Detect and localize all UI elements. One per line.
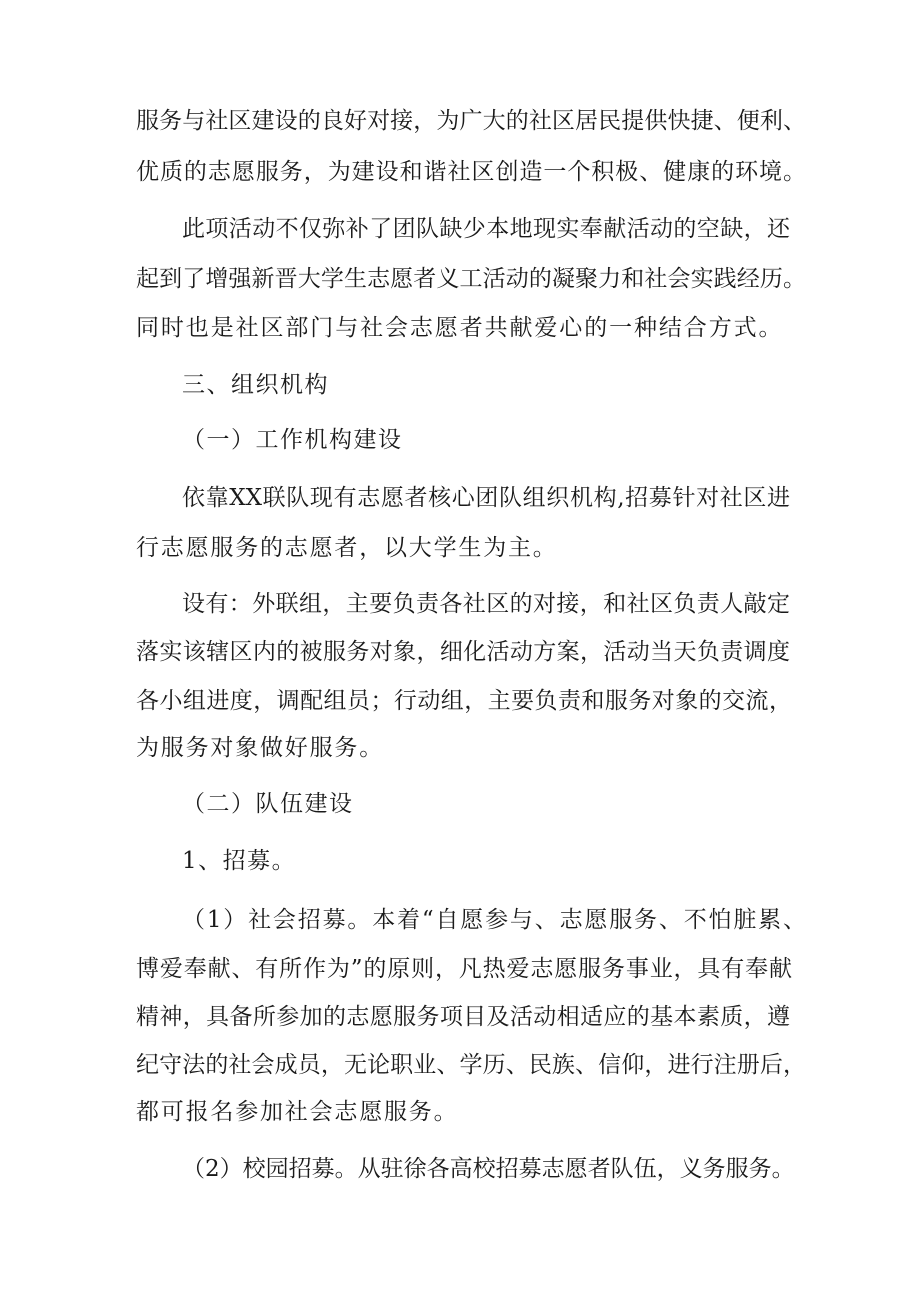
paragraph-line: 落实该辖区内的被服务对象，细化活动方案，活动当天负责调度 — [136, 639, 790, 665]
paragraph-line: 纪守法的社会成员，无论职业、学历、民族、信仰，进行注册后， — [136, 1052, 806, 1078]
paragraph-line: 博爱奉献、有所作为”的原则，凡热爱志愿服务事业，具有奉献 — [136, 956, 792, 982]
subsection-heading: （二）队伍建设 — [182, 791, 354, 817]
paragraph-line: 设有：外联组，主要负责各社区的对接，和社区负责人敲定 — [182, 591, 790, 617]
paragraph-line: 起到了增强新晋大学生志愿者义工活动的凝聚力和社会实践经历。 — [136, 266, 806, 292]
list-heading: 1、招募。 — [182, 848, 297, 874]
paragraph-line: 精神，具备所参加的志愿服务项目及活动相适应的基本素质，遵 — [136, 1004, 790, 1030]
paragraph-line: 都可报名参加社会志愿服务。 — [136, 1099, 459, 1125]
paragraph-line: （2）校园招募。从驻徐各高校招募志愿者队伍，义务服务。 — [182, 1156, 795, 1182]
paragraph-line: 行志愿服务的志愿者，以大学生为主。 — [136, 535, 558, 561]
paragraph-line: 此项活动不仅弥补了团队缺少本地现实奉献活动的空缺，还 — [182, 216, 790, 242]
paragraph-line: （1）社会招募。本着“自愿参与、志愿服务、不怕脏累、 — [182, 907, 806, 933]
paragraph-line: 依靠XX联队现有志愿者核心团队组织机构,招募针对社区进 — [182, 485, 790, 511]
paragraph-line: 服务与社区建设的良好对接，为广大的社区居民提供快捷、便利、 — [136, 108, 806, 134]
paragraph-line: 各小组进度，调配组员；行动组，主要负责和服务对象的交流， — [136, 688, 792, 714]
section-heading: 三、组织机构 — [182, 372, 329, 398]
paragraph-line: 为服务对象做好服务。 — [136, 735, 384, 761]
subsection-heading: （一）工作机构建设 — [182, 427, 403, 453]
paragraph-line: 同时也是社区部门与社会志愿者共献爱心的一种结合方式。 — [136, 315, 784, 341]
paragraph-line: 优质的志愿服务，为建设和谐社区创造一个积极、健康的环境。 — [136, 159, 806, 185]
